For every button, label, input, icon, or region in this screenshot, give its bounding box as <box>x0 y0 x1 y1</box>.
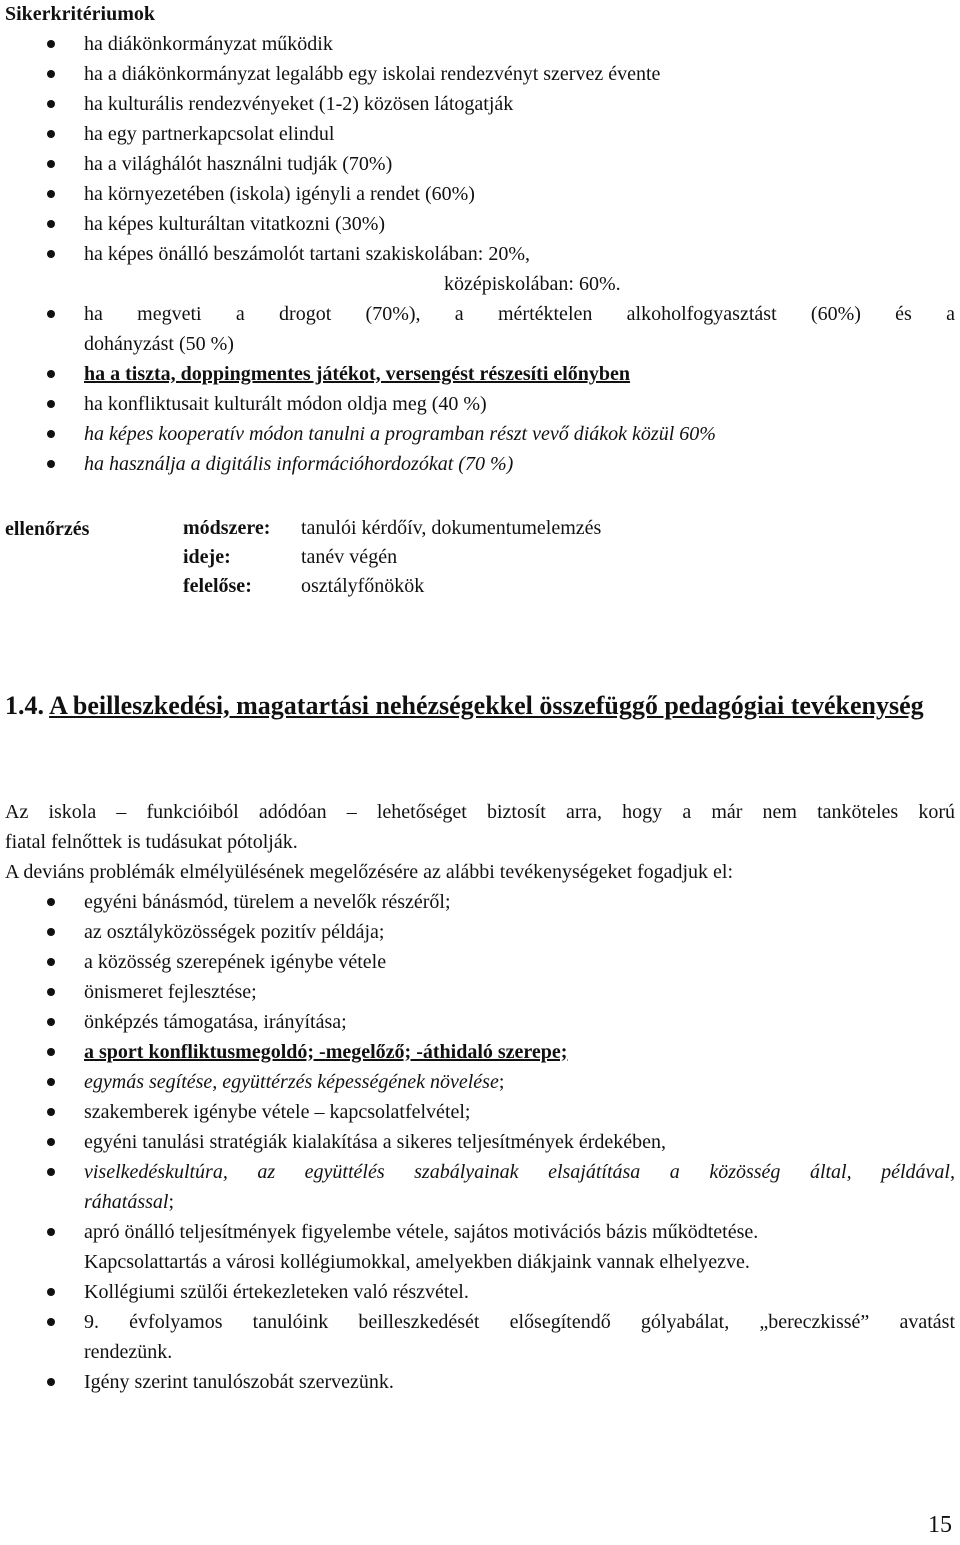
list-item-continuation: dohányzást (50 %) <box>84 333 234 355</box>
list-item-punct: ; <box>168 1191 175 1213</box>
page-number: 15 <box>928 1512 952 1538</box>
criteria-heading: Sikerkritériumok <box>5 3 155 25</box>
list-item: ha képes kulturáltan vitatkozni (30%) <box>5 209 955 239</box>
list-item: egyéni tanulási stratégiák kialakítása a sikeres teljesítmények érdekében, <box>5 1127 955 1157</box>
intro-paragraph <box>5 797 955 887</box>
control-row <box>183 514 601 543</box>
paragraph-line: fiatal felnőttek is tudásukat pótolják. <box>5 831 298 853</box>
list-item: ha használja a digitális információhordozókat (70 %) <box>5 449 955 479</box>
list-item: ha diákönkormányzat működik <box>5 29 955 59</box>
list-item-line: 9. évfolyamos tanulóink beilleszkedését elősegítendő gólyabálat, „bereczkissé” avatást <box>84 1311 955 1333</box>
paragraph-line: A deviáns problémák elmélyülésének megelőzésére az alábbi tevékenységeket fogadjuk el: <box>5 861 734 883</box>
list-item: ha kulturális rendezvényeket (1-2) közösen látogatják <box>5 89 955 119</box>
control-label: ellenőrzés <box>5 518 90 540</box>
control-details <box>183 514 601 601</box>
list-item: ha képes kooperatív módon tanulni a programban részt vevő diákok közül 60% <box>5 419 955 449</box>
list-item <box>5 1157 955 1217</box>
list-item-continuation: Kapcsolattartás a városi kollégiumokkal, amelyekben diákjaink vannak elhelyezve. <box>84 1251 750 1273</box>
activities-list <box>5 887 955 1397</box>
section-title: A beilleszkedési, magatartási nehézségekkel összefüggő pedagógiai tevékenység <box>49 691 924 720</box>
list-item-line: viselkedéskultúra, az együttélés szabályainak elsajátítása a közösség által, példával, <box>84 1161 955 1183</box>
control-value: tanulói kérdőív, dokumentumelemzés <box>301 517 602 539</box>
list-item-continuation: középiskolában: 60%. <box>444 273 621 295</box>
list-item-italic: egymás segítése, együttérzés képességének növelése <box>84 1071 499 1093</box>
control-row <box>183 543 601 572</box>
list-item-continuation: ráhatással <box>84 1191 169 1213</box>
list-item-line: ha képes önálló beszámolót tartani szakiskolában: 20%, <box>84 243 530 265</box>
list-item: az osztályközösségek pozitív példája; <box>5 917 955 947</box>
list-item: a sport konfliktusmegoldó; -megelőző; -áthidaló szerepe; <box>5 1037 955 1067</box>
criteria-list <box>5 29 955 479</box>
control-key: ideje: <box>183 546 231 568</box>
control-row <box>183 572 601 601</box>
list-item: ha egy partnerkapcsolat elindul <box>5 119 955 149</box>
list-item-continuation: rendezünk. <box>84 1341 173 1363</box>
control-key: felelőse: <box>183 575 252 597</box>
list-item <box>5 1307 955 1367</box>
list-item: Kollégiumi szülői értekezleteken való részvétel. <box>5 1277 955 1307</box>
list-item <box>5 1217 955 1277</box>
section-number: 1.4. <box>5 691 44 720</box>
list-item: önismeret fejlesztése; <box>5 977 955 1007</box>
list-item: a közösség szerepének igénybe vétele <box>5 947 955 977</box>
list-item: ha konfliktusait kulturált módon oldja meg (40 %) <box>5 389 955 419</box>
list-item: ha környezetében (iskola) igényli a rendet (60%) <box>5 179 955 209</box>
list-item <box>5 239 955 299</box>
control-value: tanév végén <box>301 546 398 568</box>
list-item: egyéni bánásmód, türelem a nevelők részéről; <box>5 887 955 917</box>
list-item-punct: ; <box>498 1071 505 1093</box>
section-heading <box>5 688 955 724</box>
list-item-line: apró önálló teljesítmények figyelembe vétele, sajátos motivációs bázis működtetése. <box>84 1221 759 1243</box>
list-item: szakemberek igénybe vétele – kapcsolatfelvétel; <box>5 1097 955 1127</box>
list-item: Igény szerint tanulószobát szervezünk. <box>5 1367 955 1397</box>
control-value: osztályfőnökök <box>301 575 425 597</box>
list-item: önképzés támogatása, irányítása; <box>5 1007 955 1037</box>
list-item <box>5 299 955 359</box>
paragraph-line: Az iskola – funkcióiból adódóan – lehetőséget biztosít arra, hogy a már nem tanköteles korú <box>5 801 955 823</box>
list-item: ha a tiszta, doppingmentes játékot, versengést részesíti előnyben <box>5 359 955 389</box>
list-item <box>5 1067 955 1097</box>
list-item: ha a világhálót használni tudják (70%) <box>5 149 955 179</box>
control-key: módszere: <box>183 517 271 539</box>
list-item-line: ha megveti a drogot (70%), a mértéktelen alkoholfogyasztást (60%) és a <box>84 303 955 325</box>
list-item: ha a diákönkormányzat legalább egy iskolai rendezvényt szervez évente <box>5 59 955 89</box>
